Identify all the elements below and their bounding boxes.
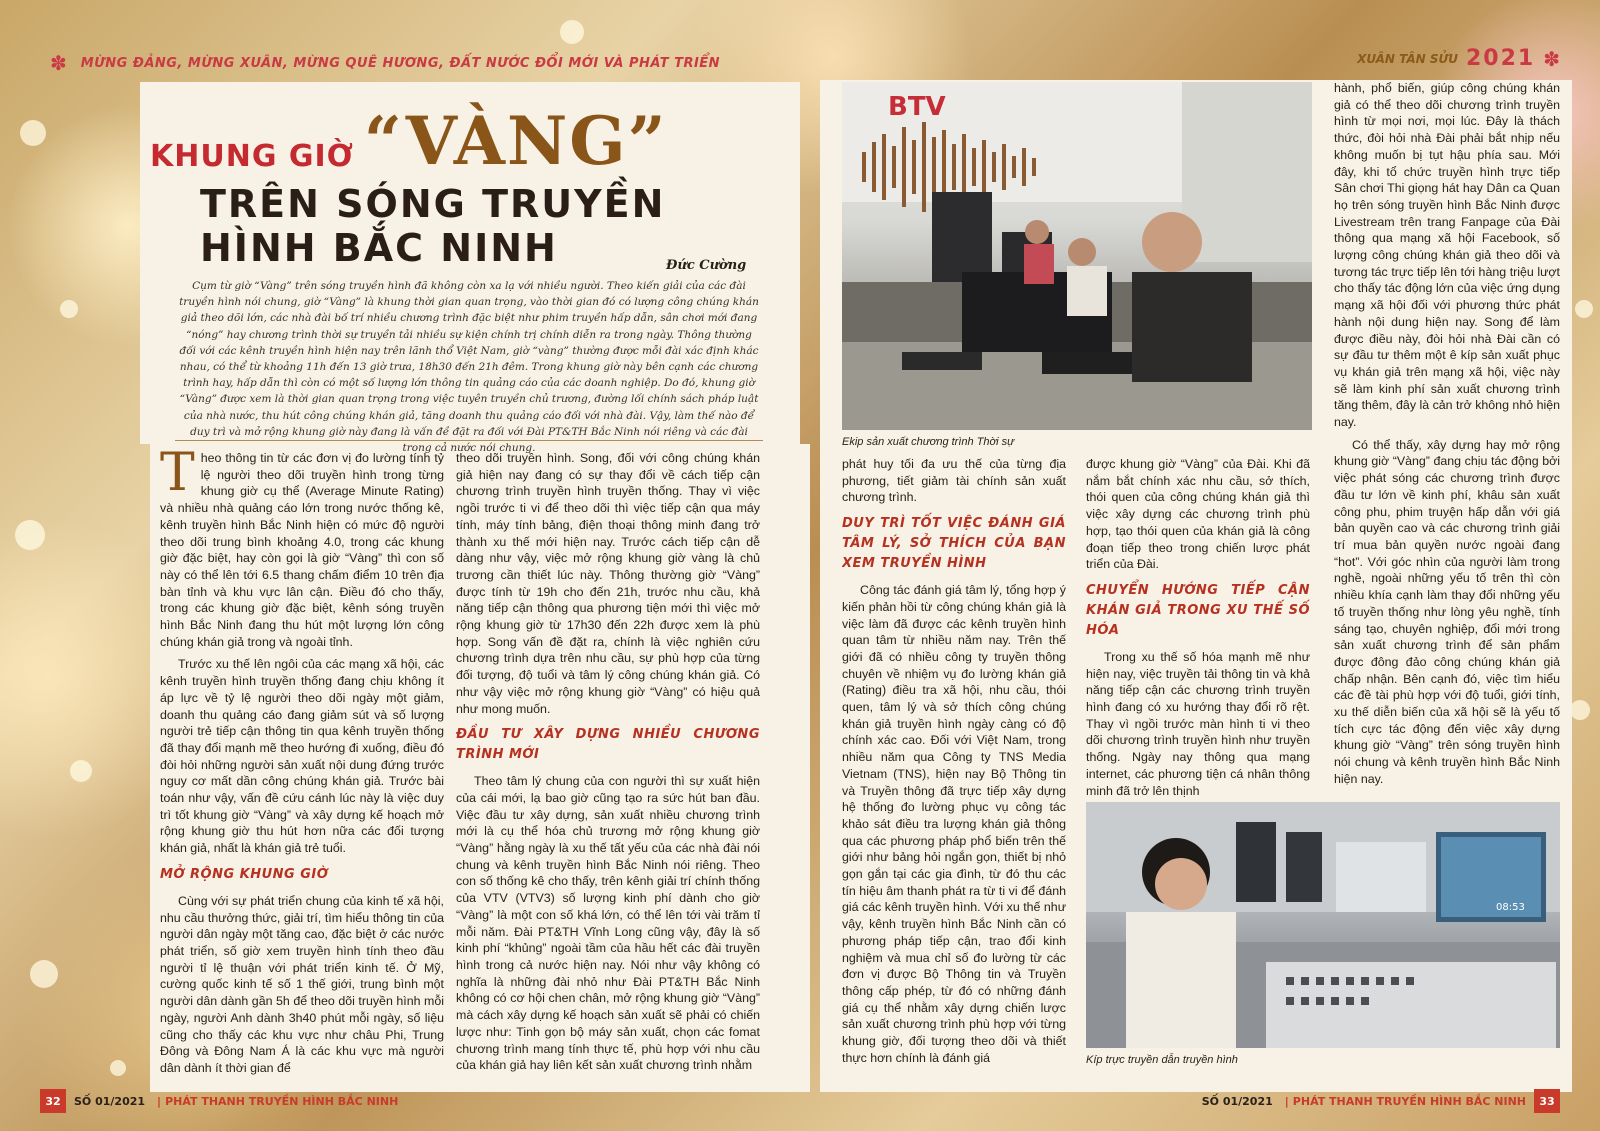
newsroom-illustration (842, 82, 1312, 430)
paragraph: Có thể thấy, xây dựng hay mở rộng khung giờ “Vàng” đang chịu tác động bởi việc phát sóng các chương trình được đầu tư lớn về kinh phí, khâu sản xuất công phu, phim truyện hấp dẫn với giá bản quyền cao và các chương trình giải trí mua bản quyền nước ngoài đang “hot”. Với góc nhìn của người làm trong nghề, ngoài những yếu tố trên thì còn nhiều khía cạnh làm thay đổi những yếu tố truyền thống như lòng yêu nghề, tính sáng tạo, chuyên nghiệp, đổi mới trong sản xuất chương trình để sản phẩm được đông đảo công chúng khán giả chấp nhận. Bên cạnh đó, việc tìm hiểu các đề tài phù hợp với độ tuổi, giới tính, xu thế diễn biến của xã hội sẽ là yếu tố tích cực tác động đến việc xây dựng khung giờ “Vàng” trên sóng truyền hình nói chung và kênh truyền hình Bắc Ninh hiện nay. (1334, 437, 1560, 786)
article-title (150, 102, 770, 270)
sparkle-decoration (20, 120, 46, 146)
paragraph: Trước xu thế lên ngôi của các mạng xã hội, các kênh truyền hình truyền thống đang chịu không ít áp lực về tỷ lệ người theo dõi ngày một giảm, doanh thu quảng cáo đang giảm sút và số lượng người trẻ tiếp cận thông tin qua kênh truyền thống đã thay đổi mạnh mẽ theo hướng đi xuống, điều đó đòi hỏi những người sản xuất nội dung đứng trước nguy cơ mất dần công chúng khán giả. Trước bài toán như vậy, vấn đề cứu cánh lúc này là việc duy trì tốt khung giờ “Vàng” và xây dựng kế hoạch mở rộng khung giờ thu hút hơn nữa các đối tượng khán giả, nhất là khán giả trẻ tuổi. (160, 657, 444, 856)
lead-paragraph: Cụm từ giờ “Vàng” trên sóng truyền hình đã không còn xa lạ với nhiều người. Theo kiến giải của các đài truyền hình nói chung, giờ “Vàng” là khung thời gian quan trọng, vào thời gian đó có lượng công chúng khán giả theo dõi lớn, các nhà đài bố trí nhiều chương trình đặc biệt như phim truyền hấp dẫn, sân chơi mới đang “nóng” hay chương trình thời sự truyền tải nhiều sự kiện chính trị chính diễn ra trong ngày. Thông thường đối với các kênh truyền hình hiện nay trên lãnh thổ Việt Nam, giờ “vàng” thường được mỗi đài xác định khác nhau, có thể từ khoảng 11h đến 13 giờ trưa, 18h30 đến 21h đêm. Trong khung giờ này bên cạnh các chương trình hay, hấp dẫn thì còn có một số lượng lớn thông tin quảng cáo của các doanh nghiệp. Do đó, khung giờ “Vàng” được xem là thời gian quan trọng trong việc tuyên truyền chủ trương, đường lối chính sách pháp luật của nhà nước, thu hút công chúng khán giả, tăng doanh thu quảng cáo đối với nhà đài. Vậy, làm thế nào để duy trì và mở rộng khung giờ này đang là vấn đề đặt ra đối với Đài PT&TH Bắc Ninh nói riêng và các đài trong cả nước nói chung. (179, 280, 759, 455)
issue-number: SỐ 01/2021 (1201, 1094, 1273, 1108)
sparkle-decoration (560, 20, 584, 44)
paragraph: theo dõi truyền hình. Song, đối với công chúng khán giả hiện nay đang có sự thay đổi về cách tiếp cận chương trình truyền hình truyền thống. Thay vì việc ngồi trước ti vi để theo dõi thì việc tiếp cận qua máy tính, máy tính bảng, điện thoại thông minh đang trở thành xu thế mới hiện nay. Trước cách tiếp cận dễ dàng như vậy, việc mở rộng khung giờ vàng là chủ trương cần thiết lúc này. Thông thường giờ “Vàng” được tính từ 19h cho đến 21h, trước nhu cầu, khả năng tiếp cận thông qua phương tiện mới thì việc mở rộng khung giờ từ 17h30 đến 22h được xem là phù hợp. Song vấn đề đặt ra, chính là việc nghiên cứu chương trình dựa trên nhu cầu, sự phù hợp của từng đối tượng, độ tuổi và tâm lý công chúng khán giả. Có như vậy việc mở rộng khung giờ “Vàng” có hiệu quả như mong muốn. (456, 451, 760, 716)
title-prefix: KHUNG GIỜ (150, 139, 354, 174)
flower-icon: ✽ (50, 51, 67, 75)
paragraph: Trong xu thế số hóa mạnh mẽ như hiện nay, việc truyền tải thông tin và khả năng tiếp cận các chương trình truyền hình đang có xu hướng thay đổi rõ rệt. Thay vì ngồi trước màn hình ti vi theo dõi chương trình truyền hình như truyền thống. Ngày nay thông qua mạng internet, các phương tiện cá nhân thông minh đã trở lên thịnh (1086, 649, 1310, 798)
paragraph: được khung giờ “Vàng” của Đài. Khi đã nắm bắt chính xác nhu cầu, sở thích, thói quen của công chúng khán giả thì việc xây dựng các chương trình phù hợp, tạo thói quen của khán giả là công đoạn tiếp theo trong chiến lược phát triển của Đài. (1086, 457, 1310, 572)
divider (175, 440, 763, 441)
header-slogan: MỪNG ĐẢNG, MỪNG XUÂN, MỪNG QUÊ HƯƠNG, ĐẤT NƯỚC ĐỔI MỚI VÀ PHÁT TRIỂN (80, 55, 721, 71)
footer-separator: | (157, 1094, 162, 1108)
photo-newsroom (842, 82, 1312, 430)
magazine-name: PHÁT THANH TRUYỀN HÌNH BẮC NINH (165, 1094, 399, 1108)
page-number: 33 (1534, 1089, 1560, 1113)
flower-icon: ✽ (1543, 46, 1560, 71)
text-column-5 (1334, 80, 1560, 800)
paragraph: Theo tâm lý chung của con người thì sự xuất hiện của cái mới, lạ bao giờ cũng tạo ra sức hút ban đầu. Việc đầu tư xây dựng, sản xuất nhiều chương trình mới là cụ thể hóa chủ trương mở rộng khung giờ “Vàng” hằng ngày là xu thế tất yếu của các nhà đài nói chung và kênh truyền hình Bắc Ninh nói riêng. Theo con số thống kê cho thấy, trên kênh giải trí chính thống của VTV (VTV3) số lượng kinh phí dành cho giờ “Vàng” là một con số khá lớn, có thể lên tới vài trăm tỉ mỗi năm. Đài PT&TH Vĩnh Long cũng vậy, đây là số kinh phí “khủng” ngoài tầm của hầu hết các đài truyền hình trong cả nước hiện nay. Nói như vậy không có nghĩa là những đài nhỏ như Đài PT&TH Bắc Ninh không có cơ hội chen chân, mở rộng khung giờ “Vàng” mà cách xây dựng kế hoạch sản xuất sẽ phải có chiến lược như: Tinh gọn bộ máy sản xuất, chọn các fomat chương trình mang tính thực tế, phù hợp với nhu cầu của khán giả hay liên kết sản xuất chương trình nhằm (456, 774, 760, 1073)
title-highlight: “VÀNG” (363, 102, 668, 180)
footer-right (1194, 1089, 1560, 1113)
text-column-4 (1086, 456, 1310, 798)
section-heading: ĐẦU TƯ XÂY DỰNG NHIỀU CHƯƠNG TRÌNH MỚI (456, 727, 760, 763)
header-edition: XUÂN TÂN SỬU (1357, 51, 1458, 66)
header-edition-bar (1357, 46, 1560, 71)
sparkle-decoration (70, 760, 92, 782)
control-room-illustration (1086, 802, 1560, 1048)
sparkle-decoration (1575, 300, 1593, 318)
sparkle-decoration (110, 1060, 126, 1076)
section-heading: MỞ RỘNG KHUNG GIỜ (160, 866, 329, 882)
sparkle-decoration (1570, 700, 1590, 720)
header-slogan-bar (40, 48, 800, 78)
paragraph: phát huy tối đa ưu thế của từng địa phương, tiết giảm tài chính sản xuất chương trình. (842, 457, 1066, 505)
paragraph: Công tác đánh giá tâm lý, tổng hợp ý kiến phản hồi từ công chúng khán giả là việc làm đã được các kênh truyền hình quan tâm từ nhiều năm nay. Trên thế giới đã có nhiều công ty truyền thông chuyên về nhiệm vụ đo lường khán giả (Rating) điều tra xã hội, nhu cầu, thói quen, tâm lý và sở thích công chúng khán giả truyền hình ngày càng có độ chính xác cao. Đối với Việt Nam, trong nhiều năm qua Công ty TNS Media Vietnam (TNS), hiện nay Bộ Thông tin và Truyền thông đã trực tiếp xây dựng hệ thống đo lường phục vụ công tác khảo sát điều tra lượng khán giả thông qua các phương pháp phổ biến trên thế giới như bảng hỏi ngắn gọn, thiết bị nhỏ gọn gắn tại các gia đình, từ đó thu các tín hiệu âm thanh phát ra từ ti vi để đánh giá các kênh truyền hình. Với xu thế như vậy, kênh truyền hình Bắc Ninh cần có phương pháp tiếp cận, trao đổi kinh nghiệm và mua chỉ số đo lường từ các đơn vị được Bộ Thông tin và Truyền thông cấp phép, từ đó có những đánh giá cụ thể nhằm xây dựng chiến lược sản xuất chương trình phù hợp với từng khung giờ, đối tượng theo dõi và thiết thực hơn chính là đánh giá (842, 583, 1066, 1065)
station-logo: BTV (888, 92, 946, 122)
text-column-3 (842, 456, 1066, 1092)
drop-cap: T (160, 450, 195, 503)
sparkle-decoration (30, 960, 58, 988)
magazine-name: PHÁT THANH TRUYỀN HÌNH BẮC NINH (1292, 1094, 1526, 1108)
text-column-2 (456, 450, 760, 1090)
section-heading: CHUYỂN HƯỚNG TIẾP CẬN KHÁN GIẢ TRONG XU THẾ SỐ HÓA (1086, 582, 1310, 638)
paragraph: Cùng với sự phát triển chung của kinh tế xã hội, nhu cầu thưởng thức, giải trí, tìm hiểu thông tin của người dân ngày một tăng cao, đặc biệt ở các nước phát triển, số giờ xem truyền hình tính theo đầu người tỉ lệ thuận với phát triển kinh tế. Ở Mỹ, cường quốc kinh tế số 1 thế giới, trung bình một người dân dành gần 5h để theo dõi truyền hình mỗi ngày, người Anh dành 3h40 phút mỗi ngày, số liệu cũng cho thấy các khu vực như châu Phi, Trung Đông và Đông Nam Á là các khu vực mà người dân dành ít thời gian để (160, 893, 444, 1075)
clock-readout: 08:53 (1496, 902, 1525, 913)
header-year: 2021 (1466, 46, 1536, 71)
text-column-1 (160, 450, 444, 1090)
footer-left (40, 1089, 398, 1113)
sparkle-decoration (60, 300, 78, 318)
photo-caption-1: Ekip sản xuất chương trình Thời sự (842, 436, 1015, 448)
paragraph: hành, phổ biến, giúp công chúng khán giả có thể theo dõi chương trình truyền hình từ mọi nơi, mọi lúc. Đây là thách thức, đòi hỏi nhà Đài phải bắt nhịp nếu không muốn bị tụt hậu phía sau. Mới đây, khi tổ chức truyền hình trực tiếp Sân chơi Thi giọng hát hay Dân ca Quan họ trên sóng truyền hình Bắc Ninh được Livestream trên trang Fanpage của Đài thông qua mạng xã hội Facebook, số lượng công chúng khán giả theo dõi và tương tác trực tiếp lên tới hàng triệu lượt cho thấy tác động lớn của việc ứng dụng mạng xã hội đối với phương thức phát hành nội dung hiện nay. Song để làm được điều này, đòi hỏi nhà Đài cần có sự đầu tư thêm một ê kíp sản xuất phục vụ khán giả trên mạng xã hội, việc này sẽ làm kinh phí sản xuất chương trình tăng thêm, đây là cản trở không nhỏ hiện nay. (1334, 81, 1560, 430)
sparkle-decoration (15, 520, 45, 550)
title-line2: TRÊN SÓNG TRUYỀN HÌNH BẮC NINH (200, 182, 666, 270)
author-name: Đức Cường (666, 258, 747, 273)
photo-caption-2: Kíp trực truyền dẫn truyền hình (1086, 1054, 1238, 1066)
section-heading: DUY TRÌ TỐT VIỆC ĐÁNH GIÁ TÂM LÝ, SỞ THÍCH CỦA BẠN XEM TRUYỀN HÌNH (842, 516, 1066, 572)
photo-control-room (1086, 802, 1560, 1048)
page-number: 32 (40, 1089, 66, 1113)
issue-number: SỐ 01/2021 (74, 1094, 146, 1108)
footer-separator: | (1284, 1094, 1289, 1108)
paragraph: Theo thông tin từ các đơn vị đo lường tính tỷ lệ người theo dõi truyền hình trong từng khung giờ cụ thể (Average Minute Rating) và nhiều nhà quảng cáo lớn trong nước thống kê, kênh truyền hình Bắc Ninh hiện có mức độ người theo dõi trung bình khoảng 4.0, trong các khung giờ đặc biệt, hay còn gọi là giờ “Vàng” thì con số này có thể lên tới 6.5 thang chấm điểm 10 trên địa bàn tỉnh và khu vực lân cận. Điều đó cho thấy, trong các khung giờ đặc biệt, kênh sóng truyền hình Bắc Ninh đang thu hút một lượng lớn công chúng khán giả trong và ngoài tỉnh. (160, 450, 444, 649)
